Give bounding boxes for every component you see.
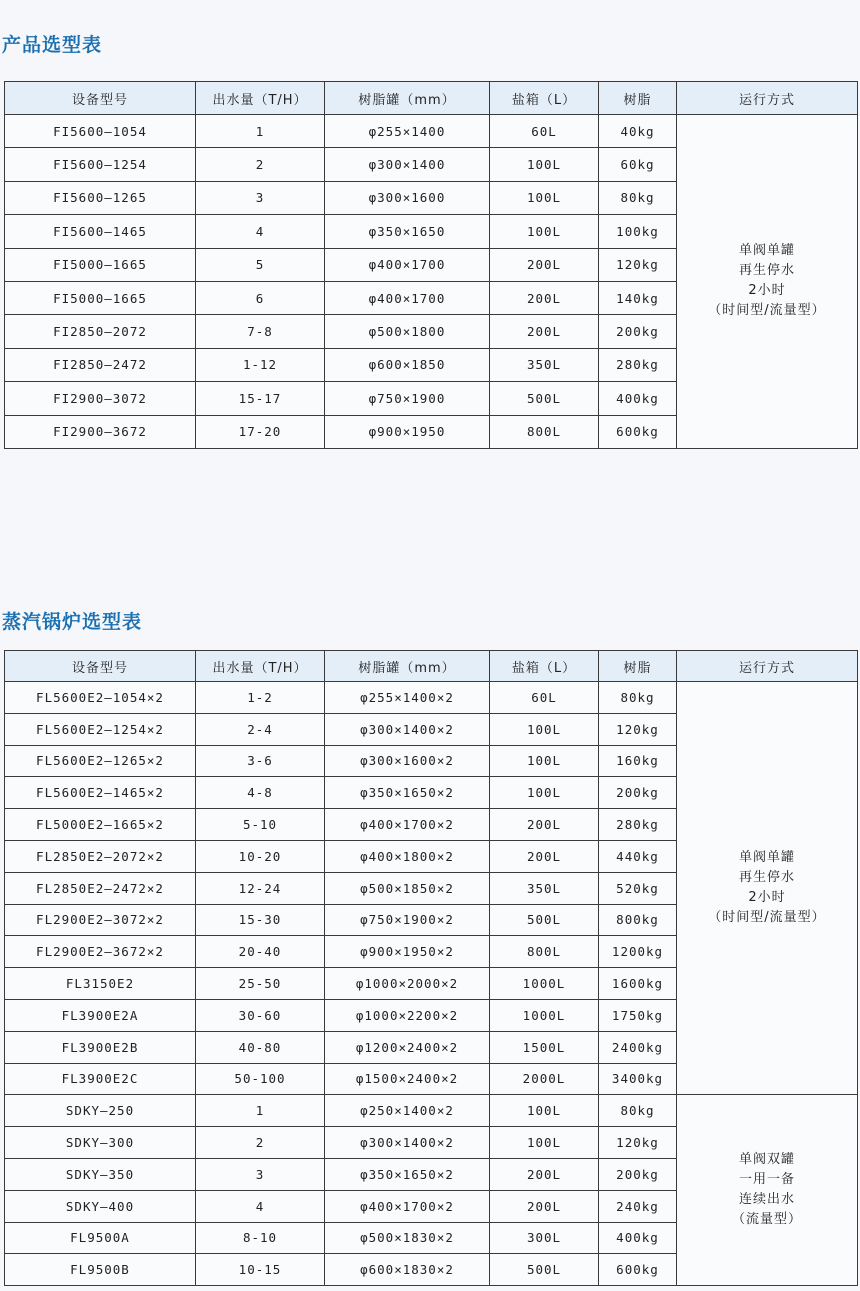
cell-resin-tank: φ400×1700×2 <box>325 809 490 841</box>
header-resin-tank: 树脂罐（mm） <box>325 82 490 115</box>
cell-resin: 520kg <box>599 872 677 904</box>
cell-flow: 1 <box>196 1095 325 1127</box>
steam-boiler-selection-table <box>4 650 858 1286</box>
cell-model: FI2900—3072 <box>5 382 196 415</box>
cell-flow: 40-80 <box>196 1031 325 1063</box>
cell-flow: 20-40 <box>196 936 325 968</box>
operation-mode-line: （时间型/流量型） <box>708 910 826 926</box>
cell-resin-tank: φ300×1600×2 <box>325 745 490 777</box>
cell-resin: 600kg <box>599 415 677 448</box>
cell-model: FL3900E2C <box>5 1063 196 1095</box>
cell-resin-tank: φ350×1650×2 <box>325 777 490 809</box>
operation-mode-line: 单阀双罐 <box>738 1152 795 1168</box>
cell-salt-box: 800L <box>490 415 599 448</box>
cell-model: SDKY—400 <box>5 1190 196 1222</box>
cell-resin-tank: φ400×1700 <box>325 248 490 281</box>
cell-resin: 140kg <box>599 281 677 314</box>
cell-resin-tank: φ255×1400 <box>325 115 490 148</box>
cell-salt-box: 200L <box>490 809 599 841</box>
cell-model: FL5600E2—1265×2 <box>5 745 196 777</box>
cell-flow: 10-20 <box>196 840 325 872</box>
cell-model: FL5600E2—1465×2 <box>5 777 196 809</box>
cell-resin: 40kg <box>599 115 677 148</box>
cell-resin-tank: φ1000×2200×2 <box>325 999 490 1031</box>
cell-resin-tank: φ750×1900 <box>325 382 490 415</box>
header-operation-mode: 运行方式 <box>677 651 858 682</box>
cell-operation-mode <box>677 1095 858 1286</box>
cell-salt-box: 2000L <box>490 1063 599 1095</box>
cell-resin-tank: φ300×1600 <box>325 181 490 214</box>
cell-flow: 5-10 <box>196 809 325 841</box>
cell-salt-box: 350L <box>490 348 599 381</box>
operation-mode-line: 一用一备 <box>738 1172 795 1188</box>
table2-title: 蒸汽锅炉选型表 <box>2 611 143 633</box>
cell-resin-tank: φ1200×2400×2 <box>325 1031 490 1063</box>
header-model: 设备型号 <box>5 82 196 115</box>
product-selection-table <box>4 81 858 449</box>
cell-flow: 25-50 <box>196 968 325 1000</box>
cell-flow: 7-8 <box>196 315 325 348</box>
cell-salt-box: 200L <box>490 840 599 872</box>
cell-salt-box: 100L <box>490 745 599 777</box>
table-header-row <box>5 651 858 682</box>
cell-resin-tank: φ500×1830×2 <box>325 1222 490 1254</box>
cell-model: FI2850—2472 <box>5 348 196 381</box>
cell-resin-tank: φ900×1950×2 <box>325 936 490 968</box>
cell-model: FI5600—1465 <box>5 215 196 248</box>
cell-salt-box: 500L <box>490 904 599 936</box>
header-salt-box: 盐箱（L） <box>490 82 599 115</box>
cell-model: SDKY—250 <box>5 1095 196 1127</box>
cell-resin: 440kg <box>599 840 677 872</box>
cell-resin: 1750kg <box>599 999 677 1031</box>
cell-resin: 600kg <box>599 1254 677 1286</box>
cell-resin-tank: φ250×1400×2 <box>325 1095 490 1127</box>
cell-salt-box: 100L <box>490 1095 599 1127</box>
cell-resin-tank: φ350×1650×2 <box>325 1158 490 1190</box>
cell-salt-box: 500L <box>490 1254 599 1286</box>
cell-model: FL5600E2—1254×2 <box>5 713 196 745</box>
cell-resin-tank: φ600×1830×2 <box>325 1254 490 1286</box>
header-operation-mode: 运行方式 <box>677 82 858 115</box>
cell-salt-box: 1000L <box>490 999 599 1031</box>
cell-model: FI2850—2072 <box>5 315 196 348</box>
cell-flow: 2 <box>196 1127 325 1159</box>
header-resin: 树脂 <box>599 82 677 115</box>
cell-flow: 5 <box>196 248 325 281</box>
cell-flow: 1-2 <box>196 682 325 714</box>
cell-resin: 1600kg <box>599 968 677 1000</box>
cell-resin: 2400kg <box>599 1031 677 1063</box>
cell-salt-box: 100L <box>490 1127 599 1159</box>
cell-resin-tank: φ500×1850×2 <box>325 872 490 904</box>
cell-model: SDKY—300 <box>5 1127 196 1159</box>
cell-resin: 120kg <box>599 248 677 281</box>
cell-resin: 400kg <box>599 1222 677 1254</box>
cell-resin-tank: φ750×1900×2 <box>325 904 490 936</box>
cell-salt-box: 350L <box>490 872 599 904</box>
cell-salt-box: 500L <box>490 382 599 415</box>
cell-resin-tank: φ1000×2000×2 <box>325 968 490 1000</box>
cell-salt-box: 100L <box>490 777 599 809</box>
table-header-row <box>5 82 858 115</box>
header-resin: 树脂 <box>599 651 677 682</box>
cell-model: FL3900E2A <box>5 999 196 1031</box>
header-flow: 出水量（T/H） <box>196 82 325 115</box>
cell-operation-mode <box>677 115 858 449</box>
cell-flow: 8-10 <box>196 1222 325 1254</box>
cell-resin: 120kg <box>599 713 677 745</box>
operation-mode-line: （时间型/流量型） <box>708 303 826 319</box>
cell-model: FL3150E2 <box>5 968 196 1000</box>
cell-salt-box: 200L <box>490 315 599 348</box>
cell-salt-box: 300L <box>490 1222 599 1254</box>
cell-resin-tank: φ400×1700×2 <box>325 1190 490 1222</box>
cell-resin-tank: φ400×1800×2 <box>325 840 490 872</box>
cell-salt-box: 800L <box>490 936 599 968</box>
table-row <box>5 682 858 714</box>
cell-resin-tank: φ600×1850 <box>325 348 490 381</box>
cell-resin-tank: φ300×1400×2 <box>325 713 490 745</box>
cell-model: FL2900E2—3072×2 <box>5 904 196 936</box>
table-row <box>5 115 858 148</box>
cell-model: FL9500A <box>5 1222 196 1254</box>
cell-flow: 15-17 <box>196 382 325 415</box>
operation-mode-line: 单阀单罐 <box>738 850 795 866</box>
cell-resin-tank: φ300×1400×2 <box>325 1127 490 1159</box>
header-resin-tank: 树脂罐（mm） <box>325 651 490 682</box>
cell-resin-tank: φ500×1800 <box>325 315 490 348</box>
cell-flow: 1 <box>196 115 325 148</box>
cell-flow: 12-24 <box>196 872 325 904</box>
cell-salt-box: 200L <box>490 1158 599 1190</box>
cell-salt-box: 200L <box>490 1190 599 1222</box>
cell-flow: 1-12 <box>196 348 325 381</box>
cell-salt-box: 100L <box>490 713 599 745</box>
cell-salt-box: 200L <box>490 248 599 281</box>
cell-salt-box: 60L <box>490 682 599 714</box>
operation-mode-line: 2小时 <box>748 283 786 299</box>
cell-resin: 200kg <box>599 1158 677 1190</box>
cell-flow: 4-8 <box>196 777 325 809</box>
cell-resin-tank: φ900×1950 <box>325 415 490 448</box>
cell-model: FI2900—3672 <box>5 415 196 448</box>
cell-resin: 1200kg <box>599 936 677 968</box>
cell-flow: 17-20 <box>196 415 325 448</box>
cell-model: FL2900E2—3672×2 <box>5 936 196 968</box>
operation-mode-line: 单阀单罐 <box>738 243 795 259</box>
cell-model: FL2850E2—2072×2 <box>5 840 196 872</box>
cell-model: FI5000—1665 <box>5 281 196 314</box>
cell-resin-tank: φ255×1400×2 <box>325 682 490 714</box>
operation-mode-line: 连续出水 <box>738 1192 795 1208</box>
cell-flow: 6 <box>196 281 325 314</box>
cell-salt-box: 1000L <box>490 968 599 1000</box>
cell-model: FI5600—1254 <box>5 148 196 181</box>
cell-flow: 50-100 <box>196 1063 325 1095</box>
header-model: 设备型号 <box>5 651 196 682</box>
cell-resin: 60kg <box>599 148 677 181</box>
cell-resin-tank: φ1500×2400×2 <box>325 1063 490 1095</box>
cell-salt-box: 60L <box>490 115 599 148</box>
cell-model: FL2850E2—2472×2 <box>5 872 196 904</box>
cell-model: FL3900E2B <box>5 1031 196 1063</box>
table-row <box>5 1095 858 1127</box>
cell-resin: 280kg <box>599 809 677 841</box>
cell-flow: 15-30 <box>196 904 325 936</box>
cell-salt-box: 100L <box>490 181 599 214</box>
cell-model: FI5600—1054 <box>5 115 196 148</box>
cell-resin: 400kg <box>599 382 677 415</box>
cell-operation-mode <box>677 682 858 1095</box>
cell-salt-box: 100L <box>490 148 599 181</box>
cell-salt-box: 100L <box>490 215 599 248</box>
cell-model: FL9500B <box>5 1254 196 1286</box>
operation-mode-line: 再生停水 <box>738 870 795 886</box>
cell-salt-box: 1500L <box>490 1031 599 1063</box>
operation-mode-line: 再生停水 <box>738 263 795 279</box>
cell-resin: 800kg <box>599 904 677 936</box>
cell-resin: 240kg <box>599 1190 677 1222</box>
cell-model: SDKY—350 <box>5 1158 196 1190</box>
header-salt-box: 盐箱（L） <box>490 651 599 682</box>
table1-title: 产品选型表 <box>2 34 103 56</box>
cell-resin: 80kg <box>599 682 677 714</box>
cell-salt-box: 200L <box>490 281 599 314</box>
cell-resin-tank: φ300×1400 <box>325 148 490 181</box>
cell-resin: 120kg <box>599 1127 677 1159</box>
cell-flow: 30-60 <box>196 999 325 1031</box>
cell-resin: 200kg <box>599 777 677 809</box>
cell-resin-tank: φ400×1700 <box>325 281 490 314</box>
operation-mode-line: 2小时 <box>748 890 786 906</box>
cell-flow: 10-15 <box>196 1254 325 1286</box>
cell-flow: 3 <box>196 181 325 214</box>
cell-model: FI5000—1665 <box>5 248 196 281</box>
cell-resin: 3400kg <box>599 1063 677 1095</box>
header-flow: 出水量（T/H） <box>196 651 325 682</box>
cell-flow: 4 <box>196 215 325 248</box>
cell-flow: 3-6 <box>196 745 325 777</box>
operation-mode-line: （流量型） <box>731 1212 802 1228</box>
cell-resin-tank: φ350×1650 <box>325 215 490 248</box>
cell-model: FI5600—1265 <box>5 181 196 214</box>
cell-model: FL5000E2—1665×2 <box>5 809 196 841</box>
cell-flow: 4 <box>196 1190 325 1222</box>
cell-resin: 80kg <box>599 1095 677 1127</box>
cell-resin: 100kg <box>599 215 677 248</box>
cell-flow: 2 <box>196 148 325 181</box>
cell-flow: 3 <box>196 1158 325 1190</box>
cell-resin: 200kg <box>599 315 677 348</box>
cell-resin: 160kg <box>599 745 677 777</box>
cell-resin: 80kg <box>599 181 677 214</box>
cell-resin: 280kg <box>599 348 677 381</box>
cell-flow: 2-4 <box>196 713 325 745</box>
cell-model: FL5600E2—1054×2 <box>5 682 196 714</box>
